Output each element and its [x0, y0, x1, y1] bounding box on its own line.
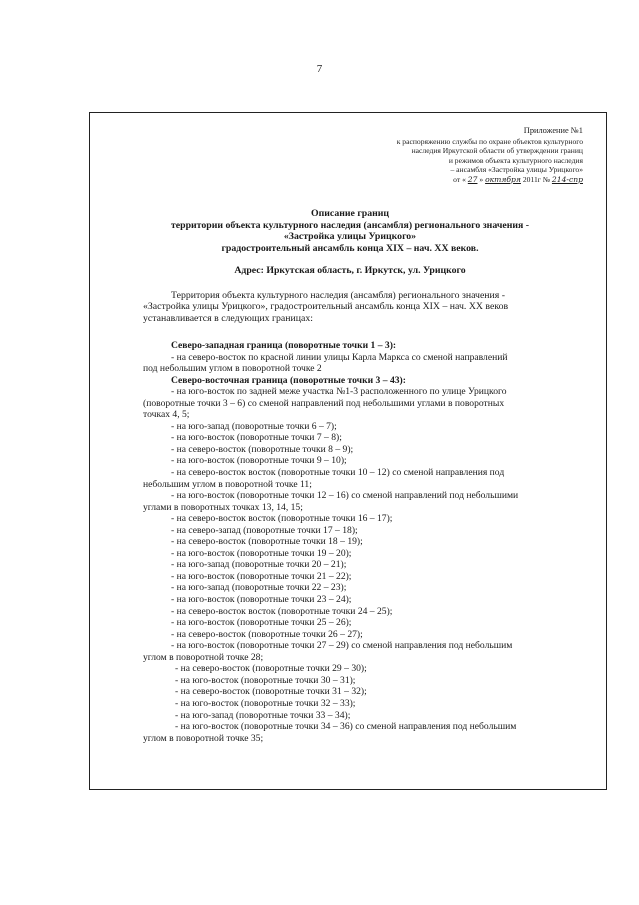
- heading-line: Описание границ: [310, 208, 390, 219]
- appendix-date: [283, 175, 583, 185]
- boundary-line: - на северо-восток (поворотные точки 18 – 19);: [171, 536, 363, 548]
- boundary-line: - на юго-восток по задней меже участка №1-3 расположенного по улице Урицкого: [171, 386, 507, 398]
- appendix-line: – ансамбля «Застройка улицы Урицкого»: [450, 165, 583, 175]
- appendix-block: [283, 126, 583, 185]
- heading-line: «Застройка улицы Урицкого»: [283, 231, 417, 243]
- boundary-line: - на северо-восток по красной линии улицы Карла Маркса со сменой направлений: [171, 351, 508, 363]
- boundary-line: - на юго-восток (поворотные точки 27 – 29) со сменой направления под небольшим: [171, 640, 513, 652]
- heading-line: градостроительный ансамбль конца XIX – нач. XX веков.: [221, 242, 479, 254]
- appendix-line: и режимов объекта культурного наследия: [448, 155, 583, 165]
- boundary-section-heading: Северо-западная граница (поворотные точки 1 – 3):: [171, 340, 397, 351]
- date-number: 214-спр: [551, 174, 583, 184]
- intro-line: устанавливается в следующих границах:: [143, 312, 313, 324]
- boundary-line: - на юго-восток (поворотные точки 7 – 8);: [171, 432, 342, 444]
- boundary-line: - на юго-восток (поворотные точки 32 – 33);: [175, 697, 356, 709]
- document-heading: [120, 208, 580, 254]
- appendix-line: к распоряжению службы по охране объектов культурного: [396, 136, 583, 146]
- boundary-line: - на северо-восток (поворотные точки 26 – 27);: [171, 628, 363, 640]
- boundary-line: - на юго-восток (поворотные точки 30 – 31);: [175, 674, 356, 686]
- address-line: Адрес: Иркутская область, г. Иркутск, ул. Урицкого: [234, 265, 466, 276]
- boundary-line: - на юго-восток (поворотные точки 34 – 36) со сменой направления под небольшим: [175, 721, 517, 733]
- boundary-section-heading: Северо-восточная граница (поворотные точки 3 – 43):: [171, 374, 406, 386]
- boundary-line: - на северо-восток (поворотные точки 31 – 32);: [175, 686, 367, 698]
- intro-paragraph: [143, 290, 583, 324]
- boundary-line: углами в поворотных точках 13, 14, 15;: [143, 501, 303, 513]
- date-year: 2011г №: [522, 174, 551, 184]
- boundary-line: - на юго-восток (поворотные точки 25 – 26);: [171, 617, 352, 629]
- boundary-line: - на юго-восток (поворотные точки 12 – 16) со сменой направлений под небольшими: [171, 490, 519, 502]
- boundary-list: [143, 340, 588, 744]
- boundary-line: - на северо-восток (поворотные точки 8 – 9);: [171, 443, 354, 455]
- boundary-line: небольшим углом в поворотной точке 11;: [143, 478, 312, 490]
- boundary-line: - на юго-восток (поворотные точки 21 – 22);: [171, 570, 352, 582]
- boundary-line: - на северо-запад (поворотные точки 17 – 18);: [171, 524, 358, 536]
- boundary-line: - на юго-запад (поворотные точки 6 – 7);: [171, 420, 337, 432]
- boundary-line: - на северо-восток восток (поворотные точки 24 – 25);: [171, 605, 393, 617]
- boundary-line: - на юго-запад (поворотные точки 33 – 34);: [175, 709, 351, 721]
- boundary-line: - на юго-запад (поворотные точки 20 – 21);: [171, 559, 347, 571]
- boundary-line: - на северо-восток восток (поворотные точки 16 – 17);: [171, 513, 393, 525]
- boundary-line: - на юго-восток (поворотные точки 23 – 24);: [171, 594, 352, 606]
- boundary-line: точках 4, 5;: [143, 409, 190, 421]
- boundary-line: углом в поворотной точке 35;: [143, 732, 264, 744]
- heading-line: территории объекта культурного наследия (ансамбля) регионального значения -: [170, 219, 530, 231]
- boundary-line: - на северо-восток (поворотные точки 29 – 30);: [175, 663, 367, 675]
- appendix-line: наследия Иркутской области об утверждении границ: [411, 146, 583, 156]
- page-number: 7: [316, 63, 323, 75]
- date-mid: »: [479, 174, 484, 184]
- boundary-line: - на юго-восток (поворотные точки 19 – 20);: [171, 547, 352, 559]
- date-month: октября: [485, 174, 521, 184]
- boundary-line: углом в поворотной точке 28;: [143, 651, 264, 663]
- boundary-line: (поворотные точки 3 – 6) со сменой направлений под небольшими углами в поворотных: [143, 397, 505, 409]
- date-prefix: от «: [453, 174, 466, 184]
- boundary-line: под небольшим углом в поворотной точке 2: [143, 363, 322, 375]
- intro-line: Территория объекта культурного наследия (ансамбля) регионального значения -: [171, 290, 506, 301]
- boundary-line: - на северо-восток восток (поворотные точки 10 – 12) со сменой направления под: [171, 467, 505, 479]
- intro-line: «Застройка улицы Урицкого», градостроительный ансамбль конца XIX – нач. XX веков: [143, 301, 509, 313]
- boundary-line: - на юго-восток (поворотные точки 9 – 10);: [171, 455, 347, 467]
- appendix-title: Приложение №1: [523, 126, 583, 135]
- date-day: 27: [467, 174, 478, 184]
- boundary-line: - на юго-запад (поворотные точки 22 – 23);: [171, 582, 347, 594]
